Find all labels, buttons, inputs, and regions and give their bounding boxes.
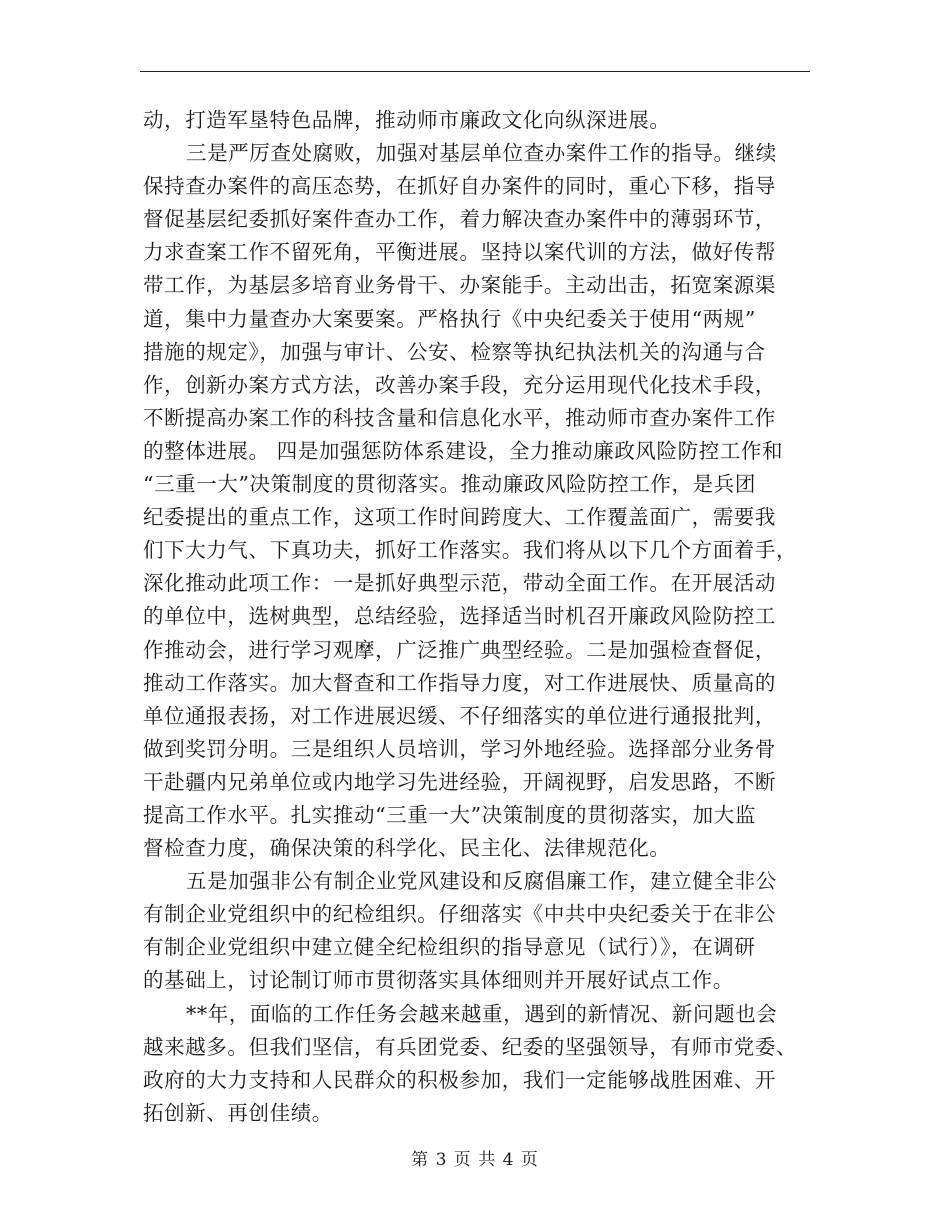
- text-line: 深化推动此项工作：一是抓好典型示范，带动全面工作。在开展活动: [143, 571, 776, 596]
- text-line: 保持查办案件的高压态势，在抓好自办案件的同时，重心下移，指导: [143, 174, 776, 199]
- text-line: 有制企业党组织中的纪检组织。仔细落实《中共中央纪委关于在非公: [143, 902, 776, 927]
- page-number: 第 3 页 共 4 页: [411, 1150, 539, 1170]
- text-line: 们下大力气、下真功夫，抓好工作落实。我们将从以下几个方面着手，: [143, 538, 798, 563]
- text-line: 作，创新办案方式方法，改善办案手段，充分运用现代化技术手段，: [143, 372, 776, 397]
- text-line: 推动工作落实。加大督查和工作指导力度，对工作进展快、质量高的: [143, 670, 776, 695]
- text-line: 的整体进展。 四是加强惩防体系建设，全力推动廉政风险防控工作和: [143, 438, 784, 463]
- text-line: 的单位中，选树典型，总结经验，选择适当时机召开廉政风险防控工: [143, 604, 776, 629]
- text-line: 纪委提出的重点工作，这项工作时间跨度大、工作覆盖面广，需要我: [143, 505, 776, 530]
- text-line: 力求查案工作不留死角，平衡进展。坚持以案代训的方法，做好传帮: [143, 240, 776, 265]
- text-line: 动，打造军垦特色品牌，推动师市廉政文化向纵深进展。: [143, 108, 671, 132]
- text-line: 干赴疆内兄弟单位或内地学习先进经验，开阔视野，启发思路，不断: [143, 769, 776, 794]
- paragraph-start-line: 三是严厉查处腐败，加强对基层单位查办案件工作的指导。继续: [186, 141, 777, 166]
- text-line: 的基础上，讨论制订师市贯彻落实具体细则并开展好试点工作。: [143, 968, 734, 993]
- text-line: 提高工作水平。扎实推动“三重一大”决策制度的贯彻落实，加大监: [143, 802, 756, 827]
- text-line: 道，集中力量查办大案要案。严格执行《中央纪委关于使用“两规”: [143, 306, 756, 331]
- text-line: 越来越多。但我们坚信，有兵团党委、纪委的坚强领导，有师市党委、: [143, 1034, 798, 1059]
- text-line: 措施的规定》，加强与审计、公安、检察等执纪执法机关的沟通与合: [143, 339, 766, 364]
- document-body: [143, 104, 813, 1130]
- text-line: 做到奖罚分明。三是组织人员培训，学习外地经验。选择部分业务骨: [143, 736, 776, 761]
- text-line: 督促基层纪委抓好案件查办工作，着力解决查办案件中的薄弱环节，: [143, 207, 776, 232]
- text-line: 不断提高办案工作的科技含量和信息化水平，推动师市查办案件工作: [143, 405, 776, 430]
- header-rule: [140, 71, 810, 72]
- paragraph-start-line: **年，面临的工作任务会越来越重，遇到的新情况、新问题也会: [186, 1001, 778, 1026]
- text-line: 单位通报表扬，对工作进展迟缓、不仔细落实的单位进行通报批判，: [143, 703, 776, 728]
- paragraph-start-line: 五是加强非公有制企业党风建设和反腐倡廉工作，建立健全非公: [186, 869, 777, 894]
- text-line: “三重一大”决策制度的贯彻落实。推动廉政风险防控工作，是兵团: [143, 472, 756, 497]
- text-line: 有制企业党组织中建立健全纪检组织的指导意见（试行）》，在调研: [143, 935, 756, 960]
- text-line: 政府的大力支持和人民群众的积极参加，我们一定能够战胜困难、开: [143, 1067, 776, 1092]
- text-line: 作推动会，进行学习观摩，广泛推广典型经验。二是加强检查督促，: [143, 637, 776, 662]
- text-line: 督检查力度，确保决策的科学化、民主化、法律规范化。: [143, 836, 671, 861]
- text-line: 带工作，为基层多培育业务骨干、办案能手。主动出击，拓宽案源渠: [143, 273, 776, 298]
- text-line: 拓创新、再创佳绩。: [143, 1100, 333, 1125]
